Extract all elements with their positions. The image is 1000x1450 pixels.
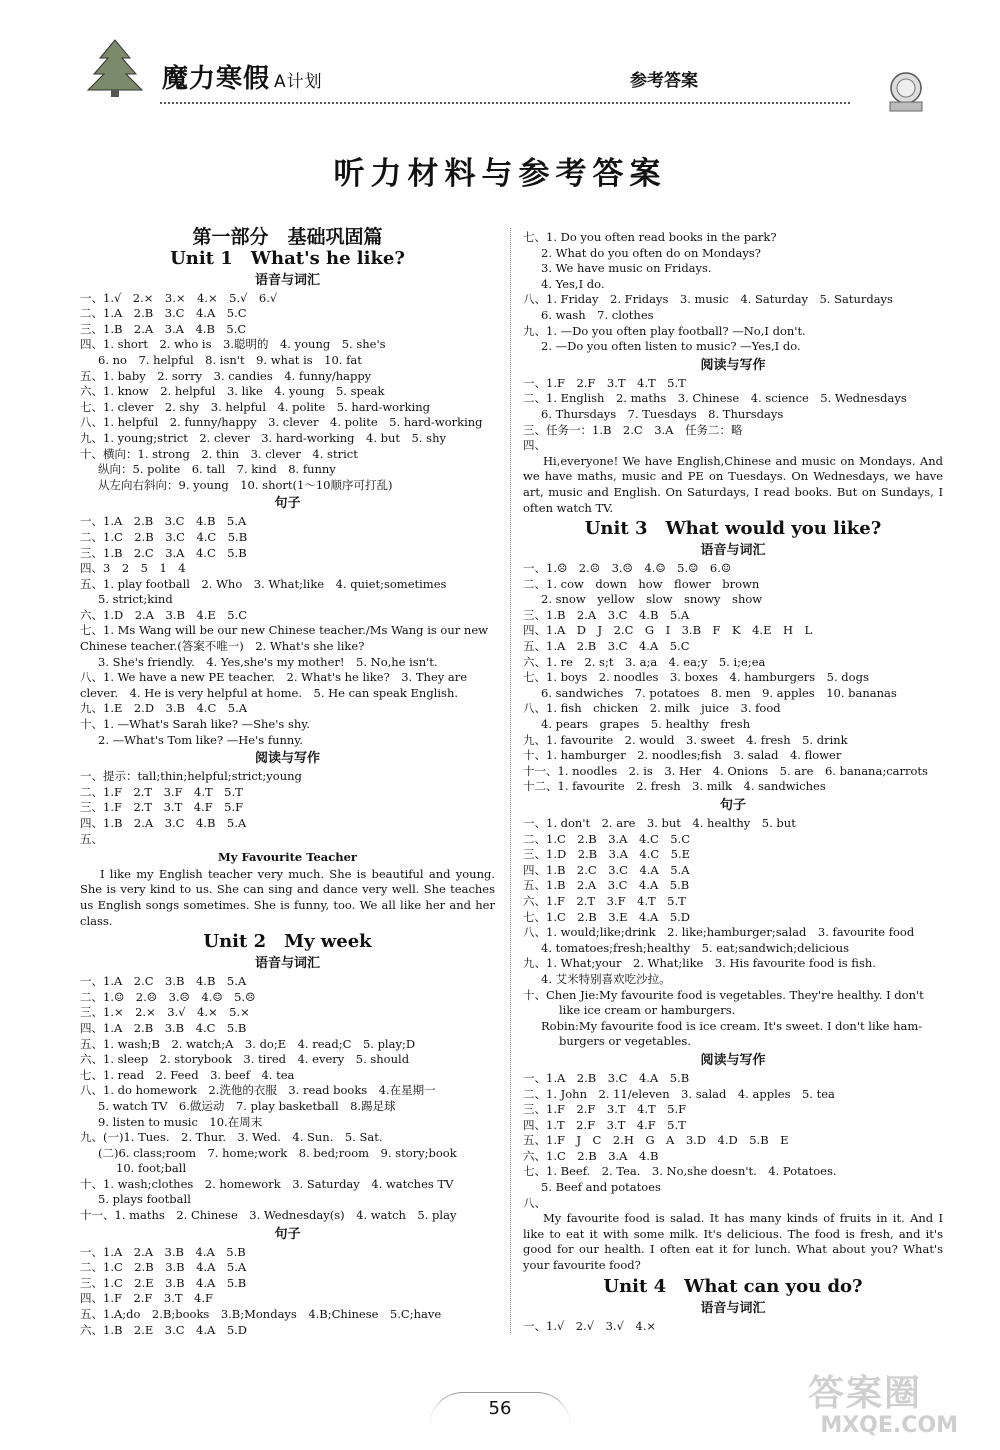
unit1-sentence-answers <box>80 514 495 748</box>
answer-line: 二、1.☺ 2.☹ 3.☹ 4.☺ 5.☹ <box>80 989 256 1004</box>
answer-line: 6. wash 7. clothes <box>541 307 654 322</box>
answer-line: 七、1. boys 2. noodles 3. boxes 4. hamburgers 5. dogs <box>523 670 869 685</box>
answer-line: 六、1.C 2.B 3.A 4.B <box>523 1148 659 1163</box>
answer-line: 四、1.T 2.F 3.T 4.F 5.T <box>523 1117 686 1132</box>
essay-paragraph: Hi,everyone! We have English,Chinese and music on Mondays. And we have maths, music and PE on Tuesdays. On Wednesdays, we have art, music and English. On Saturdays, I read books. But on Sundays, I often watch TV. <box>523 453 943 515</box>
header-section-label: 参考答案 <box>630 71 698 91</box>
answer-line: burgers or vegetables. <box>559 1034 691 1049</box>
unit2-title: Unit 2 My week <box>203 931 372 953</box>
answer-line: 六、1.B 2.E 3.C 4.A 5.D <box>80 1322 248 1337</box>
watermark-logo <box>808 1374 958 1444</box>
answer-line: 一、1.√ 2.√ 3.√ 4.× <box>523 1318 657 1333</box>
answer-line: clever. 4. He is very helpful at home. 5. He can speak English. <box>80 685 459 700</box>
answer-line: 八、 <box>523 1195 546 1210</box>
answer-line: 八、1. do homework 2.洗他的衣服 3. read books 4.在星期一 <box>80 1083 436 1098</box>
unit1-sentence-heading: 句子 <box>274 496 301 512</box>
answer-line: 4. pears grapes 5. healthy fresh <box>541 717 751 732</box>
answer-line: 八、1. helpful 2. funny/happy 3. clever 4. polite 5. hard-working <box>80 415 483 430</box>
answer-line: 十、1. hamburger 2. noodles;fish 3. salad 4. flower <box>523 748 842 763</box>
answer-line: 七、1. read 2. Feed 3. beef 4. tea <box>80 1067 295 1082</box>
answer-line: 6. no 7. helpful 8. isn't 9. what is 10. fat <box>98 352 362 367</box>
answer-line: 三、1.D 2.B 3.A 4.C 5.E <box>523 847 691 862</box>
unit3-vocab-answers <box>523 561 943 795</box>
left-column <box>80 226 495 1338</box>
answer-line: 十二、1. favourite 2. fresh 3. milk 4. sandwiches <box>523 779 826 794</box>
answer-line: 七、1. clever 2. shy 3. helpful 4. polite 5. hard-working <box>80 399 431 414</box>
answer-line: 九、1.E 2.D 3.B 4.C 5.A <box>80 701 248 716</box>
answer-line: 三、1.B 2.A 3.A 4.B 5.C <box>80 321 247 336</box>
answer-line: 四、1. short 2. who is 3.聪明的 4. young 5. she's <box>80 337 386 352</box>
answer-line: 5. strict;kind <box>98 592 173 607</box>
answer-line: 五、1.F J C 2.H G A 3.D 4.D 5.B E <box>523 1133 789 1148</box>
answer-line: 十、横向：1. strong 2. thin 3. clever 4. strict <box>80 446 358 461</box>
answer-line: 三、1.× 2.× 3.√ 4.× 5.× <box>80 1005 250 1020</box>
answer-line: 二、1.C 2.B 3.B 4.A 5.A <box>80 1260 247 1275</box>
unit3-reading-heading: 阅读与写作 <box>700 1052 766 1068</box>
column-divider <box>510 228 511 1333</box>
answer-line: 二、1. John 2. 11/eleven 3. salad 4. apples 5. tea <box>523 1086 835 1101</box>
page-title: 听力材料与参考答案 <box>333 156 667 192</box>
answer-line: 4. tomatoes;fresh;healthy 5. eat;sandwich;delicious <box>541 940 850 955</box>
answer-line: 二、1.A 2.B 3.C 4.A 5.C <box>80 306 247 321</box>
page-header <box>0 0 1000 130</box>
answer-line: 2. What do you often do on Mondays? <box>541 245 761 260</box>
answer-line: 一、1.☹ 2.☹ 3.☹ 4.☺ 5.☺ 6.☺ <box>523 561 732 576</box>
answer-line: 五、1. baby 2. sorry 3. candies 4. funny/happy <box>80 368 372 383</box>
answer-line: 六、1.D 2.A 3.B 4.E 5.C <box>80 607 248 622</box>
answer-line: 九、1. What;your 2. What;like 3. His favourite food is fish. <box>523 956 876 971</box>
answer-line: 三、任务一：1.B 2.C 3.A 任务二：略 <box>523 422 743 437</box>
answer-line: 二、1. cow down how flower brown <box>523 576 760 591</box>
answer-line: 七、1.C 2.B 3.E 4.A 5.D <box>523 909 691 924</box>
answer-line: 纵向：5. polite 6. tall 7. kind 8. funny <box>98 462 336 477</box>
watermark-url: MXQE.COM <box>820 1413 958 1438</box>
answer-line: 八、1. Friday 2. Fridays 3. music 4. Saturday 5. Saturdays <box>523 292 893 307</box>
answer-line: 一、1.A 2.B 3.C 4.A 5.B <box>523 1070 690 1085</box>
unit2-sentence-heading: 句子 <box>274 1226 301 1242</box>
answer-line: 二、1. English 2. maths 3. Chinese 4. science 5. Wednesdays <box>523 391 907 406</box>
answer-line: 3. She's friendly. 4. Yes,she's my mother! 5. No,he isn't. <box>98 654 438 669</box>
answer-line: 六、1. re 2. s;t 3. a;a 4. ea;y 5. i;e;ea <box>523 654 766 669</box>
answer-line: 二、1.C 2.B 3.C 4.C 5.B <box>80 529 248 544</box>
answer-line: 一、1.A 2.B 3.C 4.B 5.A <box>80 514 247 529</box>
answer-line: 六、1.F 2.T 3.F 4.T 5.T <box>523 893 686 908</box>
unit1-title: Unit 1 What's he like? <box>170 247 405 269</box>
answer-line: 9. listen to music 10.在周末 <box>98 1114 263 1129</box>
answer-line: 6. sandwiches 7. potatoes 8. men 9. apples 10. bananas <box>541 685 897 700</box>
answer-line: 6. Thursdays 7. Tuesdays 8. Thursdays <box>541 406 784 421</box>
unit3-sentence-heading: 句子 <box>719 798 746 813</box>
right-column <box>523 230 943 1334</box>
unit2-vocab-heading: 语音与词汇 <box>254 956 320 972</box>
answer-line: 八、1. would;like;drink 2. like;hamburger;salad 3. favourite food <box>523 925 915 940</box>
unit1-vocab-heading: 语音与词汇 <box>254 272 320 288</box>
answer-line: 一、提示：tall;thin;helpful;strict;young <box>80 769 302 784</box>
unit2-sentence-answers <box>80 1245 495 1339</box>
answer-line: 二、1.F 2.T 3.F 4.T 5.T <box>80 784 243 799</box>
answer-line: 五、1.B 2.A 3.C 4.A 5.B <box>523 878 690 893</box>
answer-line: 一、1.F 2.F 3.T 4.T 5.T <box>523 375 686 390</box>
answer-line: 5. Beef and potatoes <box>541 1180 661 1195</box>
medal-icon <box>880 70 932 114</box>
page-number: 56 <box>488 1398 512 1419</box>
answer-line: 十、1. wash;clothes 2. homework 3. Saturday 4. watches TV <box>80 1176 454 1191</box>
answer-line: 3. We have music on Fridays. <box>541 261 712 276</box>
unit1-reading-heading: 阅读与写作 <box>254 751 320 767</box>
answer-line: 一、1.A 2.C 3.B 4.B 5.A <box>80 974 247 989</box>
answer-line: 九、1. favourite 2. would 3. sweet 4. fresh 5. drink <box>523 732 848 747</box>
answer-line: 四、1.F 2.F 3.T 4.F <box>80 1291 213 1306</box>
answer-line: 4. Yes,I do. <box>541 276 605 291</box>
answer-line: 4. 艾米特别喜欢吃沙拉。 <box>541 971 671 986</box>
watermark-text: 答案圈 <box>808 1373 923 1414</box>
christmas-tree-icon <box>80 38 150 98</box>
answer-line: 五、 <box>80 831 103 846</box>
answer-line: 八、1. We have a new PE teacher. 2. What's he like? 3. They are <box>80 670 468 685</box>
answer-line: 一、1.√ 2.× 3.× 4.× 5.√ 6.√ <box>80 290 278 305</box>
unit2-sentence-answers-continued <box>523 230 943 355</box>
unit1-vocab-answers <box>80 291 495 494</box>
answer-line: 四、 <box>523 438 546 453</box>
answer-line: 十、Chen Jie:My favourite food is vegetables. They're healthy. I don't <box>523 987 924 1002</box>
answer-line: 五、1.A;do 2.B;books 3.B;Mondays 4.B;Chinese 5.C;have <box>80 1307 442 1322</box>
answer-line: 九、1. young;strict 2. clever 3. hard-working 4. but 5. shy <box>80 430 446 445</box>
answer-line: 五、1. wash;B 2. watch;A 3. do;E 4. read;C 5. play;D <box>80 1036 416 1051</box>
unit3-vocab-heading: 语音与词汇 <box>700 543 766 559</box>
answer-line: 五、1.A 2.B 3.C 4.A 5.C <box>523 639 690 654</box>
answer-line: 十一、1. maths 2. Chinese 3. Wednesday(s) 4. watch 5. play <box>80 1208 457 1223</box>
answer-line: Chinese teacher.(答案不唯一) 2. What's she like? <box>80 639 365 654</box>
answer-line: 一、1.A 2.A 3.B 4.A 5.B <box>80 1244 246 1259</box>
answer-line: 十一、1. noodles 2. is 3. Her 4. Onions 5. are 6. banana;carrots <box>523 763 928 778</box>
unit4-vocab-heading: 语音与词汇 <box>700 1300 766 1316</box>
answer-line: like ice cream or hamburgers. <box>559 1003 736 1018</box>
answer-line: 七、1. Do you often read books in the park? <box>523 230 777 244</box>
answer-line: 从左向右斜向：9. young 10. short(1～10顺序可打乱) <box>98 477 393 492</box>
answer-line: 2. —What's Tom like? —He's funny. <box>98 732 303 747</box>
answer-line: 六、1. sleep 2. storybook 3. tired 4. every 5. should <box>80 1052 410 1067</box>
answer-line: 四、1.A D J 2.C G I 3.B F K 4.E H L <box>523 623 813 638</box>
essay-title: My Favourite Teacher <box>218 850 357 865</box>
unit1-reading-answers <box>80 769 495 847</box>
unit4-vocab-answers <box>523 1319 943 1335</box>
answer-line: 2. snow yellow slow snowy show <box>541 592 763 607</box>
answer-line: 二、1.C 2.B 3.A 4.C 5.C <box>523 831 691 846</box>
answer-line: 三、1.B 2.A 3.C 4.B 5.A <box>523 607 690 622</box>
answer-line: 五、1. play football 2. Who 3. What;like 4. quiet;sometimes <box>80 576 447 591</box>
answer-line: 四、1.A 2.B 3.B 4.C 5.B <box>80 1020 247 1035</box>
answer-line: 九、(一)1. Tues. 2. Thur. 3. Wed. 4. Sun. 5. Sat. <box>80 1130 383 1145</box>
answer-line: Robin:My favourite food is ice cream. It's sweet. I don't like ham- <box>541 1018 923 1033</box>
answer-line: 四、1.B 2.C 3.C 4.A 5.A <box>523 862 690 877</box>
unit2-reading-answers <box>523 376 943 454</box>
answer-line: 三、1.B 2.C 3.A 4.C 5.B <box>80 545 247 560</box>
part-title: 第一部分 基础巩固篇 <box>192 226 383 248</box>
header-divider <box>160 102 850 104</box>
answer-line: 四、1.B 2.A 3.C 4.B 5.A <box>80 816 247 830</box>
answer-line: 四、3 2 5 1 4 <box>80 561 186 576</box>
brand-title: 魔力寒假 A计划 <box>162 64 323 94</box>
answer-line: 七、1. Ms Wang will be our new Chinese teacher./Ms Wang is our new <box>80 623 488 638</box>
answer-line: 5. plays football <box>98 1192 191 1207</box>
answer-line: 九、1. —Do you often play football? —No,I don't. <box>523 323 806 338</box>
answer-line: 三、1.F 2.F 3.T 4.T 5.F <box>523 1102 687 1117</box>
unit4-title: Unit 4 What can you do? <box>603 1275 863 1297</box>
answer-line: 七、1. Beef. 2. Tea. 3. No,she doesn't. 4. Potatoes. <box>523 1164 837 1179</box>
unit2-reading-heading: 阅读与写作 <box>700 357 766 373</box>
answer-line: 一、1. don't 2. are 3. but 4. healthy 5. but <box>523 816 796 830</box>
answer-line: 三、1.C 2.E 3.B 4.A 5.B <box>80 1275 247 1290</box>
answer-line: 六、1. know 2. helpful 3. like 4. young 5. speak <box>80 384 385 399</box>
essay-paragraph: My favourite food is salad. It has many kinds of fruits in it. And I like to eat it with some milk. It's delicious. The food is fresh, and it's good for our health. I often eat it for lunch. What about you? What's your favourite food? <box>523 1211 943 1273</box>
answer-line: 八、1. fish chicken 2. milk juice 3. food <box>523 701 781 716</box>
answer-line: 10. foot;ball <box>116 1161 187 1176</box>
answer-line: (二)6. class;room 7. home;work 8. bed;room 9. story;book <box>98 1145 457 1160</box>
unit3-title: Unit 3 What would you like? <box>584 518 882 540</box>
essay-paragraph: I like my English teacher very much. She is beautiful and young. She is very kind to us. She can sing and dance very well. She teaches us English songs sometimes. She is funny, too. We all like her and her class. <box>80 866 495 928</box>
unit2-vocab-answers <box>80 974 495 1224</box>
unit3-reading-answers <box>523 1071 943 1211</box>
answer-line: 十、1. —What's Sarah like? —She's shy. <box>80 717 310 732</box>
answer-line: 三、1.F 2.T 3.T 4.F 5.F <box>80 800 244 815</box>
answer-line: 5. watch TV 6.做运动 7. play basketball 8.踢足球 <box>98 1098 396 1113</box>
answer-line: 2. —Do you often listen to music? —Yes,I do. <box>541 339 801 354</box>
unit3-sentence-answers <box>523 816 943 1050</box>
